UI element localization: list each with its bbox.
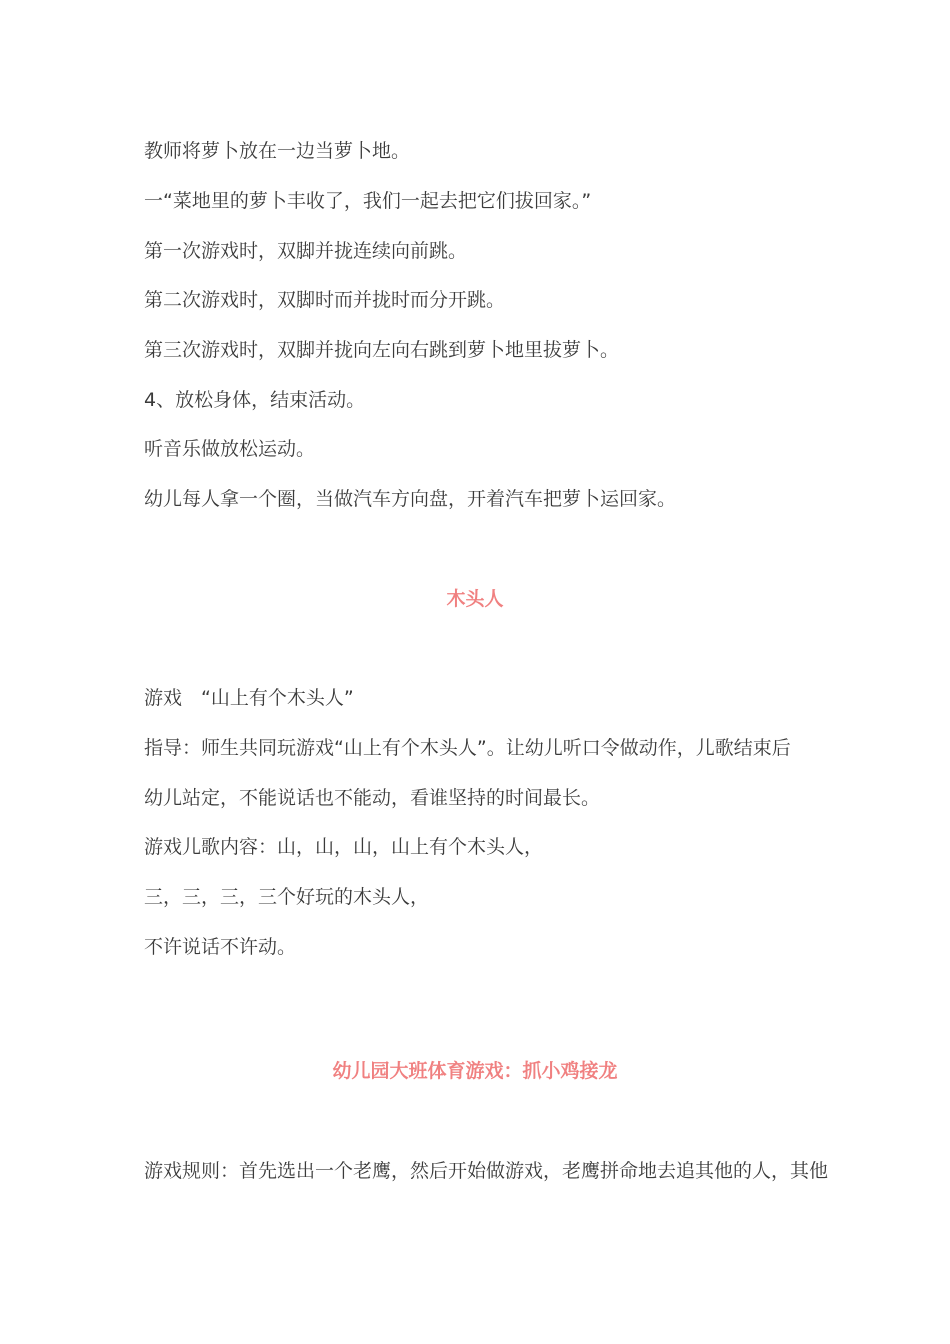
section-heading: 幼儿园大班体育游戏：抓小鸡接龙	[332, 1060, 618, 1082]
paragraph: 幼儿每人拿一个圈，当做汽车方向盘，开着汽车把萝卜运回家。	[144, 488, 677, 510]
paragraph: 不许说话不许动。	[144, 936, 297, 958]
paragraph: 听音乐做放松运动。	[144, 438, 316, 460]
paragraph: 游戏儿歌内容：山，山，山，山上有个木头人，	[144, 836, 544, 858]
paragraph: 第二次游戏时，双脚时而并拢时而分开跳。	[144, 289, 506, 311]
paragraph: 指导：师生共同玩游戏“山上有个木头人”。让幼儿听口令做动作，儿歌结束后	[144, 737, 791, 759]
paragraph: 教师将萝卜放在一边当萝卜地。	[144, 140, 411, 162]
section-heading: 木头人	[446, 588, 504, 610]
paragraph: 4、放松身体，结束活动。	[144, 389, 366, 411]
paragraph: 第三次游戏时，双脚并拢向左向右跳到萝卜地里拔萝卜。	[144, 339, 620, 361]
paragraph: 游戏规则：首先选出一个老鹰，然后开始做游戏，老鹰拼命地去追其他的人，其他	[144, 1160, 829, 1182]
paragraph: 三，三，三，三个好玩的木头人，	[144, 886, 430, 908]
paragraph: 第一次游戏时，双脚并拢连续向前跳。	[144, 240, 468, 262]
paragraph: 游戏 “山上有个木头人”	[144, 687, 354, 709]
paragraph: 幼儿站定，不能说话也不能动，看谁坚持的时间最长。	[144, 787, 601, 809]
paragraph: 一“菜地里的萝卜丰收了，我们一起去把它们拔回家。”	[144, 190, 592, 212]
